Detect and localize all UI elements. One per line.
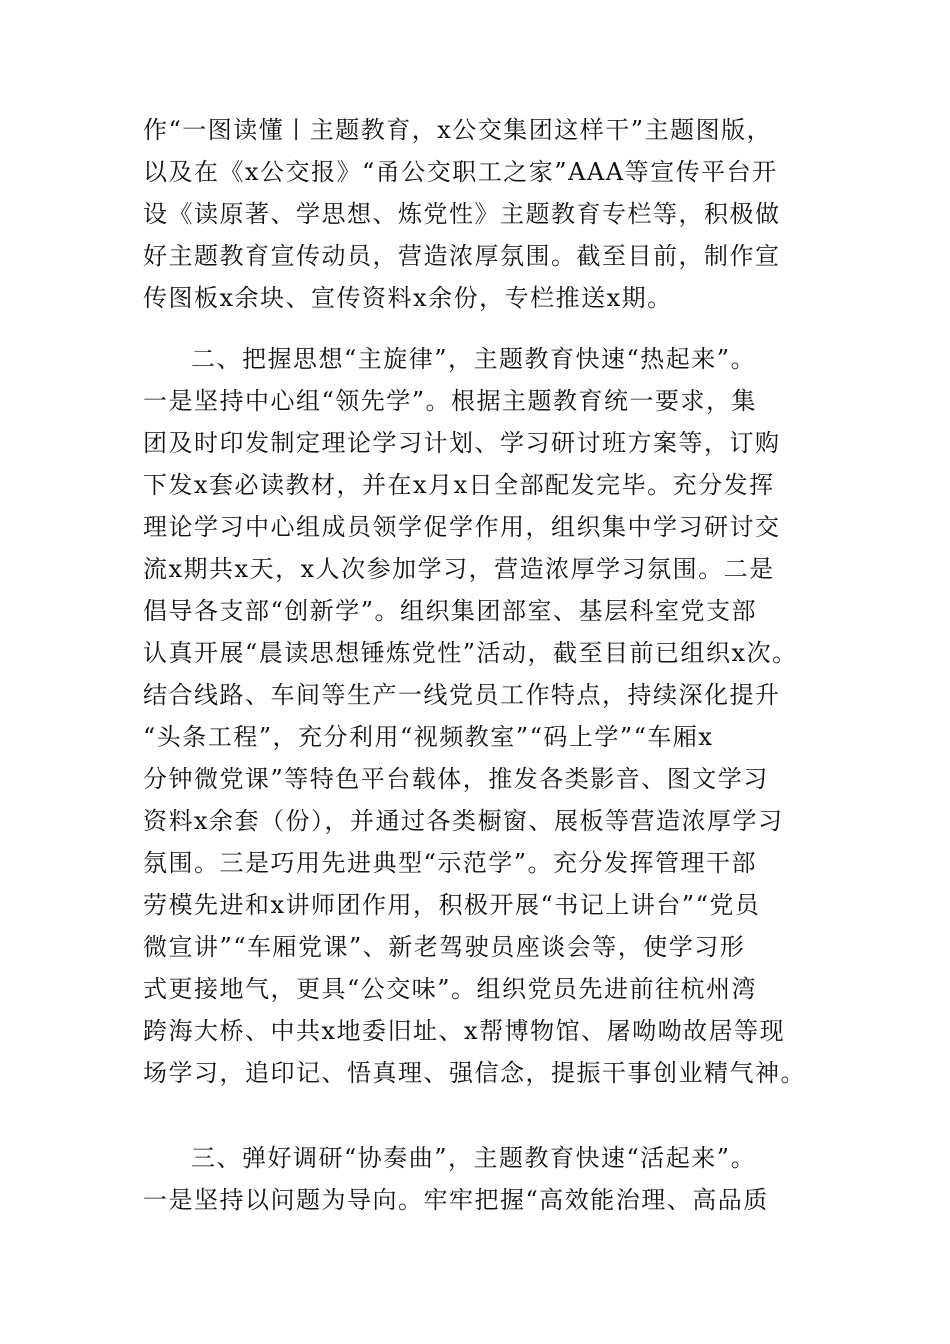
text-line: “头条工程”，充分利用“视频教室”“码上学”“车厢x xyxy=(143,723,714,751)
text-line: 劳模先进和x讲师团作用，积极开展“书记上讲台”“党员 xyxy=(143,891,761,919)
text-line: 式更接地气，更具“公交味”。组织党员先进前往杭州湾 xyxy=(143,975,758,1003)
text-line: 结合线路、车间等生产一线党员工作特点，持续深化提升 xyxy=(143,681,781,709)
text-line: 氛围。三是巧用先进典型“示范学”。充分发挥管理干部 xyxy=(143,849,758,877)
text-line: 跨海大桥、中共x地委旧址、x帮博物馆、屠呦呦故居等现 xyxy=(143,1017,786,1045)
section-heading-line: 三、弹好调研“协奏曲”，主题教育快速“活起来”。 xyxy=(191,1144,757,1172)
text-line: 设《读原著、学思想、炼党性》主题教育专栏等，积极做 xyxy=(143,200,781,228)
text-line: 一是坚持以问题为导向。牢牢把握“高效能治理、高品质 xyxy=(143,1186,769,1214)
text-line: 以及在《x公交报》“甬公交职工之家”AAA等宣传平台开 xyxy=(143,158,778,186)
text-line: 团及时印发制定理论学习计划、学习研讨班方案等，订购 xyxy=(143,429,781,457)
text-line: 好主题教育宣传动员，营造浓厚氛围。截至目前，制作宣 xyxy=(143,242,781,270)
text-line: 场学习，追印记、悟真理、强信念，提振干事创业精气神。 xyxy=(143,1059,806,1087)
paragraph-section-three xyxy=(143,1137,815,1221)
text-line: 认真开展“晨读思想锤炼党性”活动，截至目前已组织x次。 xyxy=(143,639,798,667)
text-line: 流x期共x天，x人次参加学习，营造浓厚学习氛围。二是 xyxy=(143,555,775,583)
text-line: 下发x套必读教材，并在x月x日全部配发完毕。充分发挥 xyxy=(143,471,775,499)
text-line: 倡导各支部“创新学”。组织集团部室、基层科室党支部 xyxy=(143,597,758,625)
paragraph-publicity xyxy=(143,109,815,319)
text-line: 作“一图读懂丨主题教育，x公交集团这样干”主题图版， xyxy=(143,116,773,144)
text-line: 理论学习中心组成员领学促学作用，组织集中学习研讨交 xyxy=(143,513,781,541)
text-line: 分钟微党课”等特色平台载体，推发各类影音、图文学习 xyxy=(143,765,769,793)
paragraph-section-two xyxy=(143,338,815,1094)
text-line: 传图板x余块、宣传资料x余份，专栏推送x期。 xyxy=(143,284,673,312)
text-line: 微宣讲”“车厢党课”、新老驾驶员座谈会等，使学习形 xyxy=(143,933,746,961)
text-line: 一是坚持中心组“领先学”。根据主题教育统一要求，集 xyxy=(143,387,758,415)
section-heading-line: 二、把握思想“主旋律”，主题教育快速“热起来”。 xyxy=(191,345,757,373)
text-line: 资料x余套（份），并通过各类橱窗、展板等营造浓厚学习 xyxy=(143,807,784,835)
